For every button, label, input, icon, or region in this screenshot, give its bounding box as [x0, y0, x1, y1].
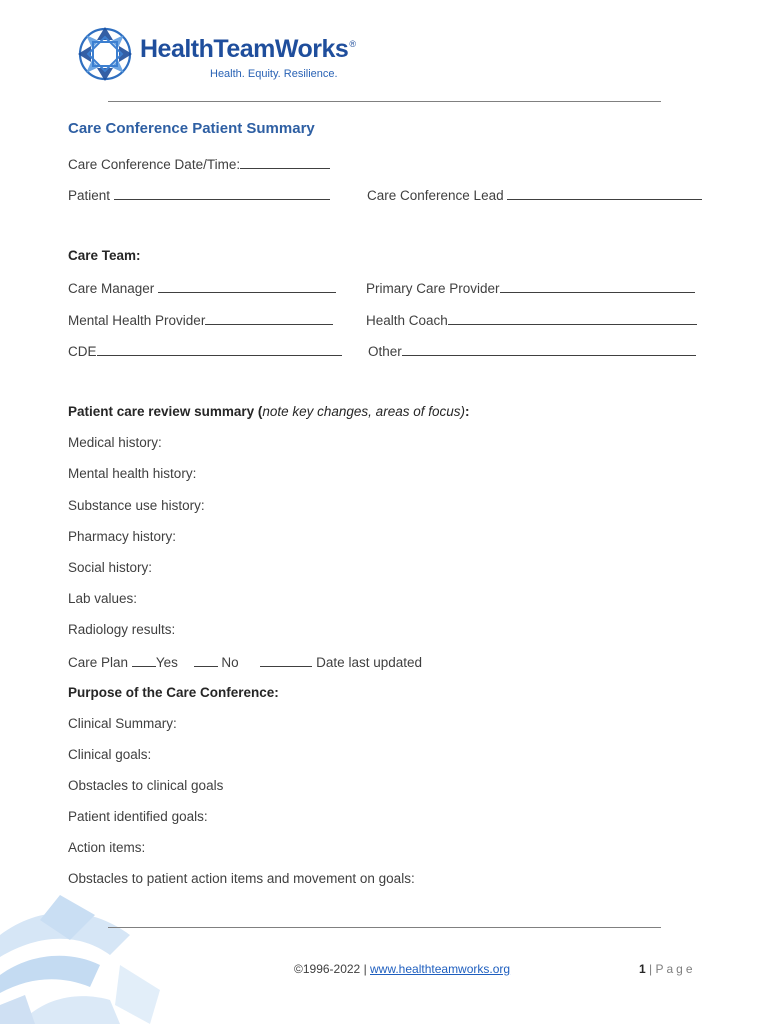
- page-title: Care Conference Patient Summary: [68, 120, 315, 137]
- date-last-updated-blank[interactable]: [260, 653, 312, 667]
- date-time-label: Care Conference Date/Time:: [68, 157, 241, 172]
- care-plan-yes-label: Yes: [155, 655, 178, 670]
- page-label: Page: [655, 962, 696, 976]
- healthteamworks-logo: [74, 24, 354, 84]
- care-plan-row: [68, 653, 422, 670]
- care-plan-yes-blank[interactable]: [132, 653, 156, 667]
- primary-care-blank[interactable]: [500, 279, 695, 293]
- other-blank[interactable]: [402, 342, 696, 356]
- page-number: 1: [639, 962, 646, 976]
- lead-field: [367, 186, 702, 203]
- footer-divider: [108, 927, 661, 928]
- date-last-updated-label: Date last updated: [316, 655, 422, 670]
- primary-care-field: [366, 279, 695, 296]
- date-time-field: [68, 155, 330, 172]
- footer-copyright: [294, 962, 510, 976]
- website-link[interactable]: www.healthteamworks.org: [370, 962, 511, 976]
- purpose-item: Patient identified goals:: [68, 809, 208, 824]
- review-item: Lab values:: [68, 591, 138, 606]
- health-coach-label: Health Coach: [366, 313, 448, 328]
- mental-health-provider-blank[interactable]: [205, 311, 333, 325]
- purpose-heading: Purpose of the Care Conference:: [68, 685, 279, 700]
- care-team-heading: Care Team:: [68, 248, 141, 263]
- patient-field: [68, 186, 330, 203]
- review-item: Substance use history:: [68, 498, 205, 513]
- purpose-item: Clinical goals:: [68, 747, 152, 762]
- purpose-item: Action items:: [68, 840, 146, 855]
- date-time-blank[interactable]: [240, 155, 330, 169]
- review-item: Pharmacy history:: [68, 529, 177, 544]
- primary-care-label: Primary Care Provider: [366, 281, 500, 296]
- review-heading: [68, 404, 469, 419]
- brand-tagline: Health. Equity. Resilience.: [210, 68, 338, 80]
- patient-blank[interactable]: [114, 186, 330, 200]
- review-heading-note: note key changes, areas of focus): [262, 404, 465, 419]
- cde-field: [68, 342, 342, 359]
- copyright-text: ©1996-2022 |: [294, 962, 371, 976]
- mental-health-provider-field: [68, 311, 333, 328]
- review-item: Social history:: [68, 560, 153, 575]
- health-coach-field: [366, 311, 697, 328]
- cde-label: CDE: [68, 344, 97, 359]
- review-heading-suffix: :: [464, 404, 470, 419]
- brand-name-bold: HealthTeam: [140, 35, 275, 63]
- corner-watermark-icon: [0, 895, 170, 1024]
- mental-health-provider-label: Mental Health Provider: [68, 313, 206, 328]
- footer-page-number: [639, 962, 696, 976]
- brand-name: [140, 35, 355, 64]
- care-plan-no-label: No: [221, 655, 239, 670]
- care-manager-blank[interactable]: [158, 279, 336, 293]
- lead-label: Care Conference Lead: [367, 188, 504, 203]
- logo-mark-icon: [74, 24, 136, 84]
- purpose-item: Obstacles to clinical goals: [68, 778, 224, 793]
- care-manager-field: [68, 279, 336, 296]
- purpose-item: Obstacles to patient action items and movement on goals:: [68, 871, 415, 886]
- review-item: Radiology results:: [68, 622, 176, 637]
- registered-mark: ®: [349, 39, 356, 49]
- review-item: Mental health history:: [68, 466, 197, 481]
- health-coach-blank[interactable]: [448, 311, 697, 325]
- review-heading-prefix: Patient care review summary (: [68, 404, 263, 419]
- review-item: Medical history:: [68, 435, 162, 450]
- care-plan-label: Care Plan: [68, 655, 129, 670]
- care-manager-label: Care Manager: [68, 281, 155, 296]
- header-divider: [108, 101, 661, 102]
- cde-blank[interactable]: [97, 342, 342, 356]
- care-plan-no-blank[interactable]: [194, 653, 218, 667]
- brand-name-rest: Works: [274, 35, 349, 63]
- lead-blank[interactable]: [507, 186, 702, 200]
- other-label: Other: [368, 344, 402, 359]
- purpose-item: Clinical Summary:: [68, 716, 177, 731]
- other-field: [368, 342, 696, 359]
- page-separator: |: [645, 962, 656, 976]
- patient-label: Patient: [68, 188, 111, 203]
